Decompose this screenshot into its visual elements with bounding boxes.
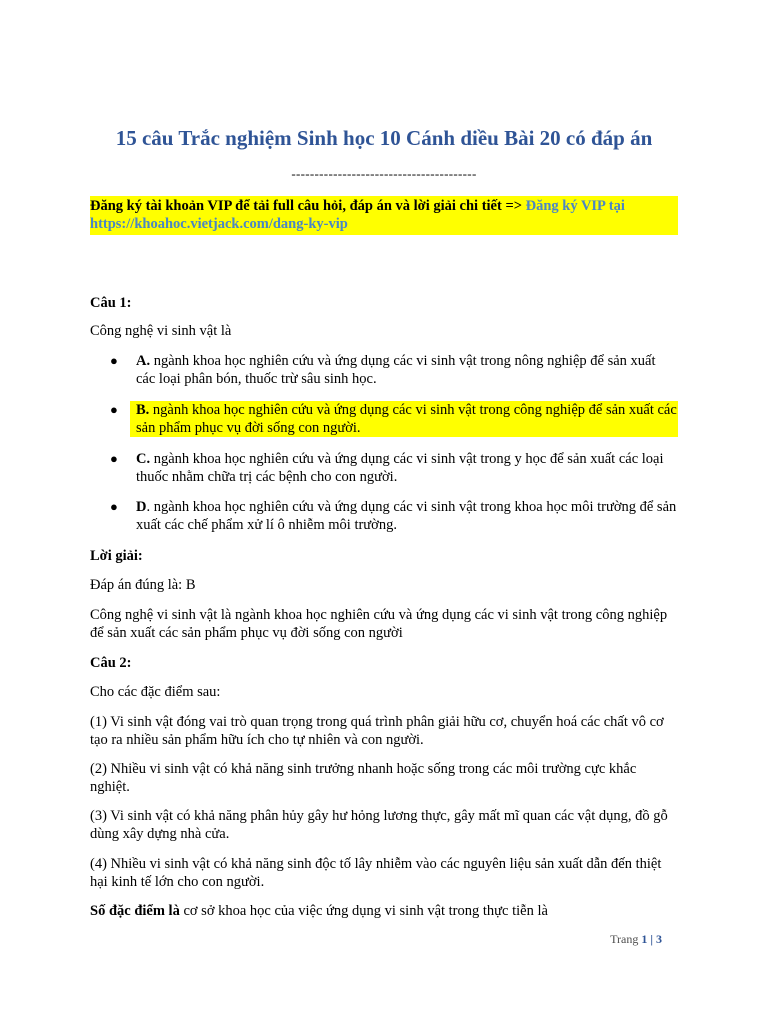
question-2-prompt-bold: Số đặc điểm là (90, 903, 180, 919)
vip-banner (90, 196, 678, 235)
footer-prefix: Trang (610, 932, 642, 946)
bullet-icon: ● (110, 353, 118, 368)
statement-1: (1) Vi sinh vật đóng vai trò quan trọng trong quá trình phân giải hữu cơ, chuyển hoá các chất vô cơ tạo ra nhiều sản phẩm hữu ích cho tự nhiên và con người. (90, 714, 664, 748)
option-c-text: ngành khoa học nghiên cứu và ứng dụng các vi sinh vật trong y học để sản xuất các loại thuốc nhằm chữa trị các bệnh cho con người. (136, 451, 664, 485)
footer-separator: | (647, 932, 656, 946)
bullet-icon: ● (110, 451, 118, 466)
question-2-prompt (90, 902, 678, 920)
bullet-icon: ● (110, 499, 118, 514)
option-b-highlighted (90, 401, 678, 437)
solution-label: Lời giải: (90, 548, 143, 564)
bullet-icon: ● (110, 402, 118, 417)
page-total: 3 (656, 932, 662, 946)
explanation-text: Công nghệ vi sinh vật là ngành khoa học nghiên cứu và ứng dụng các vi sinh vật trong công nghiệp để sản xuất các sản phẩm phục vụ đời sống con người (90, 607, 668, 641)
statement-4: (4) Nhiều vi sinh vật có khả năng sinh độc tố lây nhiễm vào các nguyên liệu sản xuất dẫn đến thiệt hại kinh tế lớn cho con người. (90, 856, 662, 890)
option-d-text: . ngành khoa học nghiên cứu và ứng dụng các vi sinh vật trong khoa học môi trường để sản xuất các chế phẩm xử lí ô nhiễm môi trường. (136, 499, 677, 533)
option-c-key: C. (136, 451, 151, 467)
option-d-key: D (136, 499, 147, 515)
vip-banner-text: Đăng ký tài khoản VIP để tải full câu hỏi, đáp án và lời giải chi tiết => (90, 198, 526, 214)
title-separator: ---------------------------------------- (291, 166, 477, 181)
option-a (90, 352, 678, 388)
page-footer (610, 932, 662, 946)
answer-text: Đáp án đúng là: B (90, 577, 196, 593)
vip-link[interactable]: Đăng ký VIP tại https://khoahoc.vietjack.com/dang-ky-vip (90, 198, 625, 232)
statement-3: (3) Vi sinh vật có khả năng phân hủy gây hư hỏng lương thực, gây mất mĩ quan các vật dụng, đồ gỗ dùng xây dựng nhà cửa. (90, 808, 668, 842)
option-c (90, 450, 678, 486)
question-1-label: Câu 1: (90, 295, 132, 311)
question-2-prompt-rest: cơ sở khoa học của việc ứng dụng vi sinh vật trong thực tiễn là (179, 903, 548, 919)
option-b-text: ngành khoa học nghiên cứu và ứng dụng các vi sinh vật trong công nghiệp để sản xuất các sản phẩm phục vụ đời sống con người. (136, 402, 677, 436)
option-b-key: B. (136, 402, 150, 418)
question-1-stem: Công nghệ vi sinh vật là (90, 323, 232, 339)
page-number: 1 (641, 932, 648, 946)
question-2-label: Câu 2: (90, 655, 132, 671)
document-title: 15 câu Trắc nghiệm Sinh học 10 Cánh diều Bài 20 có đáp án (115, 126, 653, 150)
option-a-text: ngành khoa học nghiên cứu và ứng dụng các vi sinh vật trong nông nghiệp để sản xuất các loại phân bón, thuốc trừ sâu sinh học. (136, 353, 656, 387)
option-a-key: A. (136, 353, 151, 369)
question-2-stem: Cho các đặc điểm sau: (90, 684, 221, 700)
option-d (90, 498, 678, 534)
statement-2: (2) Nhiều vi sinh vật có khả năng sinh trưởng nhanh hoặc sống trong các môi trường cực khắc nghiệt. (90, 761, 637, 795)
